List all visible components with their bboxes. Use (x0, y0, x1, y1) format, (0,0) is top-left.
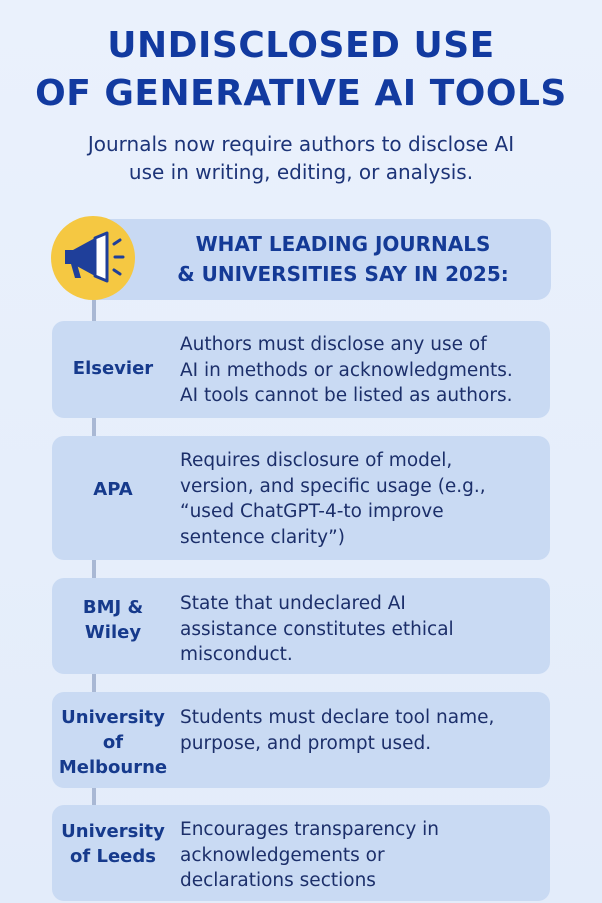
policy-description (180, 817, 546, 894)
section-header-line-2: & UNIVERSITIES SAY IN 2025: (177, 262, 509, 286)
subtitle (30, 130, 572, 186)
policy-description (180, 591, 546, 668)
policy-description-line: “used ChatGPT-4-to improve (180, 501, 444, 522)
page-title-line-1: UNDISCLOSED USE (107, 25, 495, 66)
policy-org (58, 595, 168, 645)
megaphone-icon (51, 216, 135, 300)
policy-description-line: AI in methods or acknowledgments. (180, 359, 513, 381)
subtitle-line-2: use in writing, editing, or analysis. (128, 160, 474, 184)
policy-description-line: purpose, and prompt used. (180, 732, 432, 754)
policy-description (180, 448, 546, 550)
policy-org (58, 477, 168, 502)
page-title-line-2: OF GENERATIVE AI TOOLS (35, 73, 567, 114)
policy-org-line: Melbourne (58, 757, 168, 778)
policy-description-line: State that undeclared AI (180, 593, 406, 614)
policy-description (180, 705, 546, 756)
policy-description-line: assistance constitutes ethical (180, 618, 454, 640)
policy-description-line: sentence clarity”) (180, 526, 345, 548)
policy-description-line: declarations sections (180, 870, 376, 891)
policy-description-line: version, and specific usage (e.g., (180, 475, 486, 497)
policy-description-line: Authors must disclose any use of (180, 334, 487, 355)
policy-org-line: University (61, 707, 165, 728)
policy-card-elsevier (52, 321, 550, 418)
policy-org-line: University (61, 821, 165, 842)
page-title (0, 22, 602, 118)
policy-org (58, 705, 168, 780)
policy-card-university-of-leeds (52, 805, 550, 901)
policy-description-line: Encourages transparency in (180, 819, 440, 840)
policy-card-apa (52, 436, 550, 560)
policy-org-line: Elsevier (72, 358, 154, 379)
section-header-title (148, 229, 538, 289)
subtitle-line-1: Journals now require authors to disclose AI (87, 132, 515, 156)
policy-org-line: Wiley (84, 622, 142, 643)
policy-description-line: Requires disclosure of model, (180, 450, 453, 471)
policy-org-line: of Leeds (70, 846, 156, 867)
policy-description (180, 332, 546, 409)
policy-org (58, 356, 168, 381)
policy-org-line: BMJ & (82, 597, 144, 618)
policy-description-line: misconduct. (180, 644, 293, 665)
policy-card-bmj-wiley (52, 578, 550, 674)
policy-card-university-of-melbourne (52, 692, 550, 788)
policy-description-line: AI tools cannot be listed as authors. (180, 385, 513, 406)
policy-description-line: Students must declare tool name, (180, 707, 495, 728)
policy-org-line: APA (93, 479, 133, 500)
policy-description-line: acknowledgements or (180, 844, 385, 866)
policy-org-line: of (102, 732, 124, 753)
section-header-line-1: WHAT LEADING JOURNALS (195, 232, 491, 256)
megaphone-badge (51, 216, 135, 300)
policy-org (58, 819, 168, 869)
